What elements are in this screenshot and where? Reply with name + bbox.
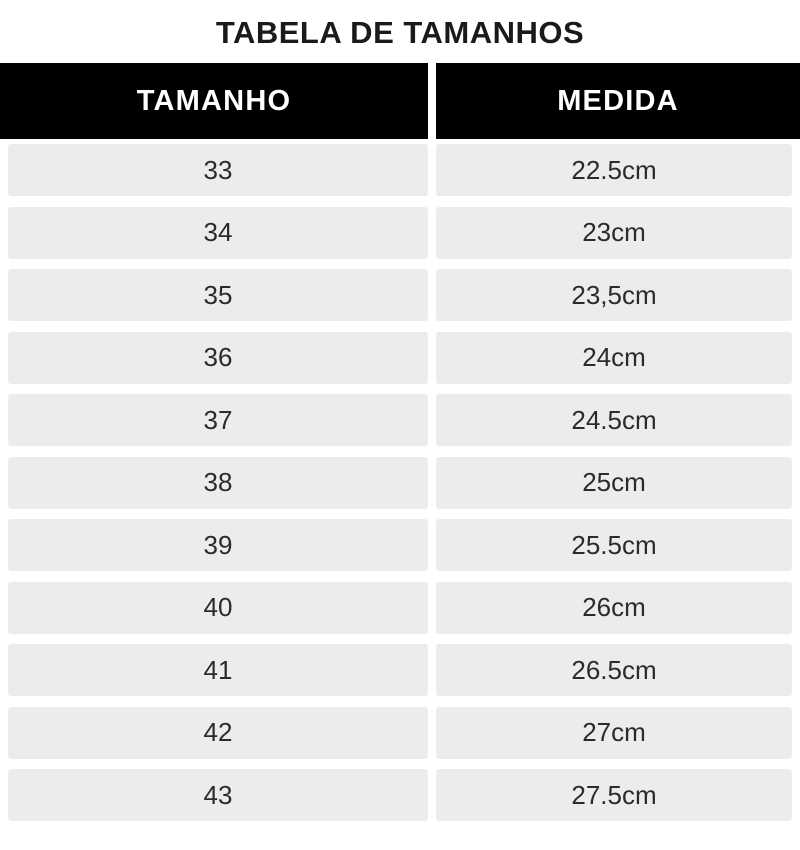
table-row xyxy=(0,702,800,765)
cell-measure: 25.5cm xyxy=(436,519,792,571)
cell-measure: 24cm xyxy=(436,332,792,384)
size-table xyxy=(0,63,800,827)
cell-measure: 23cm xyxy=(436,207,792,259)
cell-measure: 26.5cm xyxy=(436,644,792,696)
table-row xyxy=(0,264,800,327)
cell-size: 33 xyxy=(8,144,428,196)
table-row xyxy=(0,514,800,577)
table-row xyxy=(0,577,800,640)
cell-measure: 26cm xyxy=(436,582,792,634)
cell-size: 41 xyxy=(8,644,428,696)
cell-size: 36 xyxy=(8,332,428,384)
cell-size: 35 xyxy=(8,269,428,321)
table-body xyxy=(0,139,800,827)
cell-measure: 23,5cm xyxy=(436,269,792,321)
cell-size: 38 xyxy=(8,457,428,509)
cell-size: 42 xyxy=(8,707,428,759)
cell-measure: 27.5cm xyxy=(436,769,792,821)
table-header-row xyxy=(0,63,800,139)
cell-size: 39 xyxy=(8,519,428,571)
cell-size: 37 xyxy=(8,394,428,446)
cell-size: 40 xyxy=(8,582,428,634)
table-row xyxy=(0,327,800,390)
cell-size: 34 xyxy=(8,207,428,259)
cell-measure: 22.5cm xyxy=(436,144,792,196)
cell-measure: 24.5cm xyxy=(436,394,792,446)
table-row xyxy=(0,202,800,265)
table-row xyxy=(0,452,800,515)
cell-measure: 27cm xyxy=(436,707,792,759)
column-header-medida: MEDIDA xyxy=(436,63,800,139)
cell-measure: 25cm xyxy=(436,457,792,509)
table-row xyxy=(0,389,800,452)
table-row xyxy=(0,764,800,827)
cell-size: 43 xyxy=(8,769,428,821)
column-header-tamanho: TAMANHO xyxy=(0,63,428,139)
table-row xyxy=(0,639,800,702)
table-row xyxy=(0,139,800,202)
page-title: TABELA DE TAMANHOS xyxy=(215,15,585,50)
